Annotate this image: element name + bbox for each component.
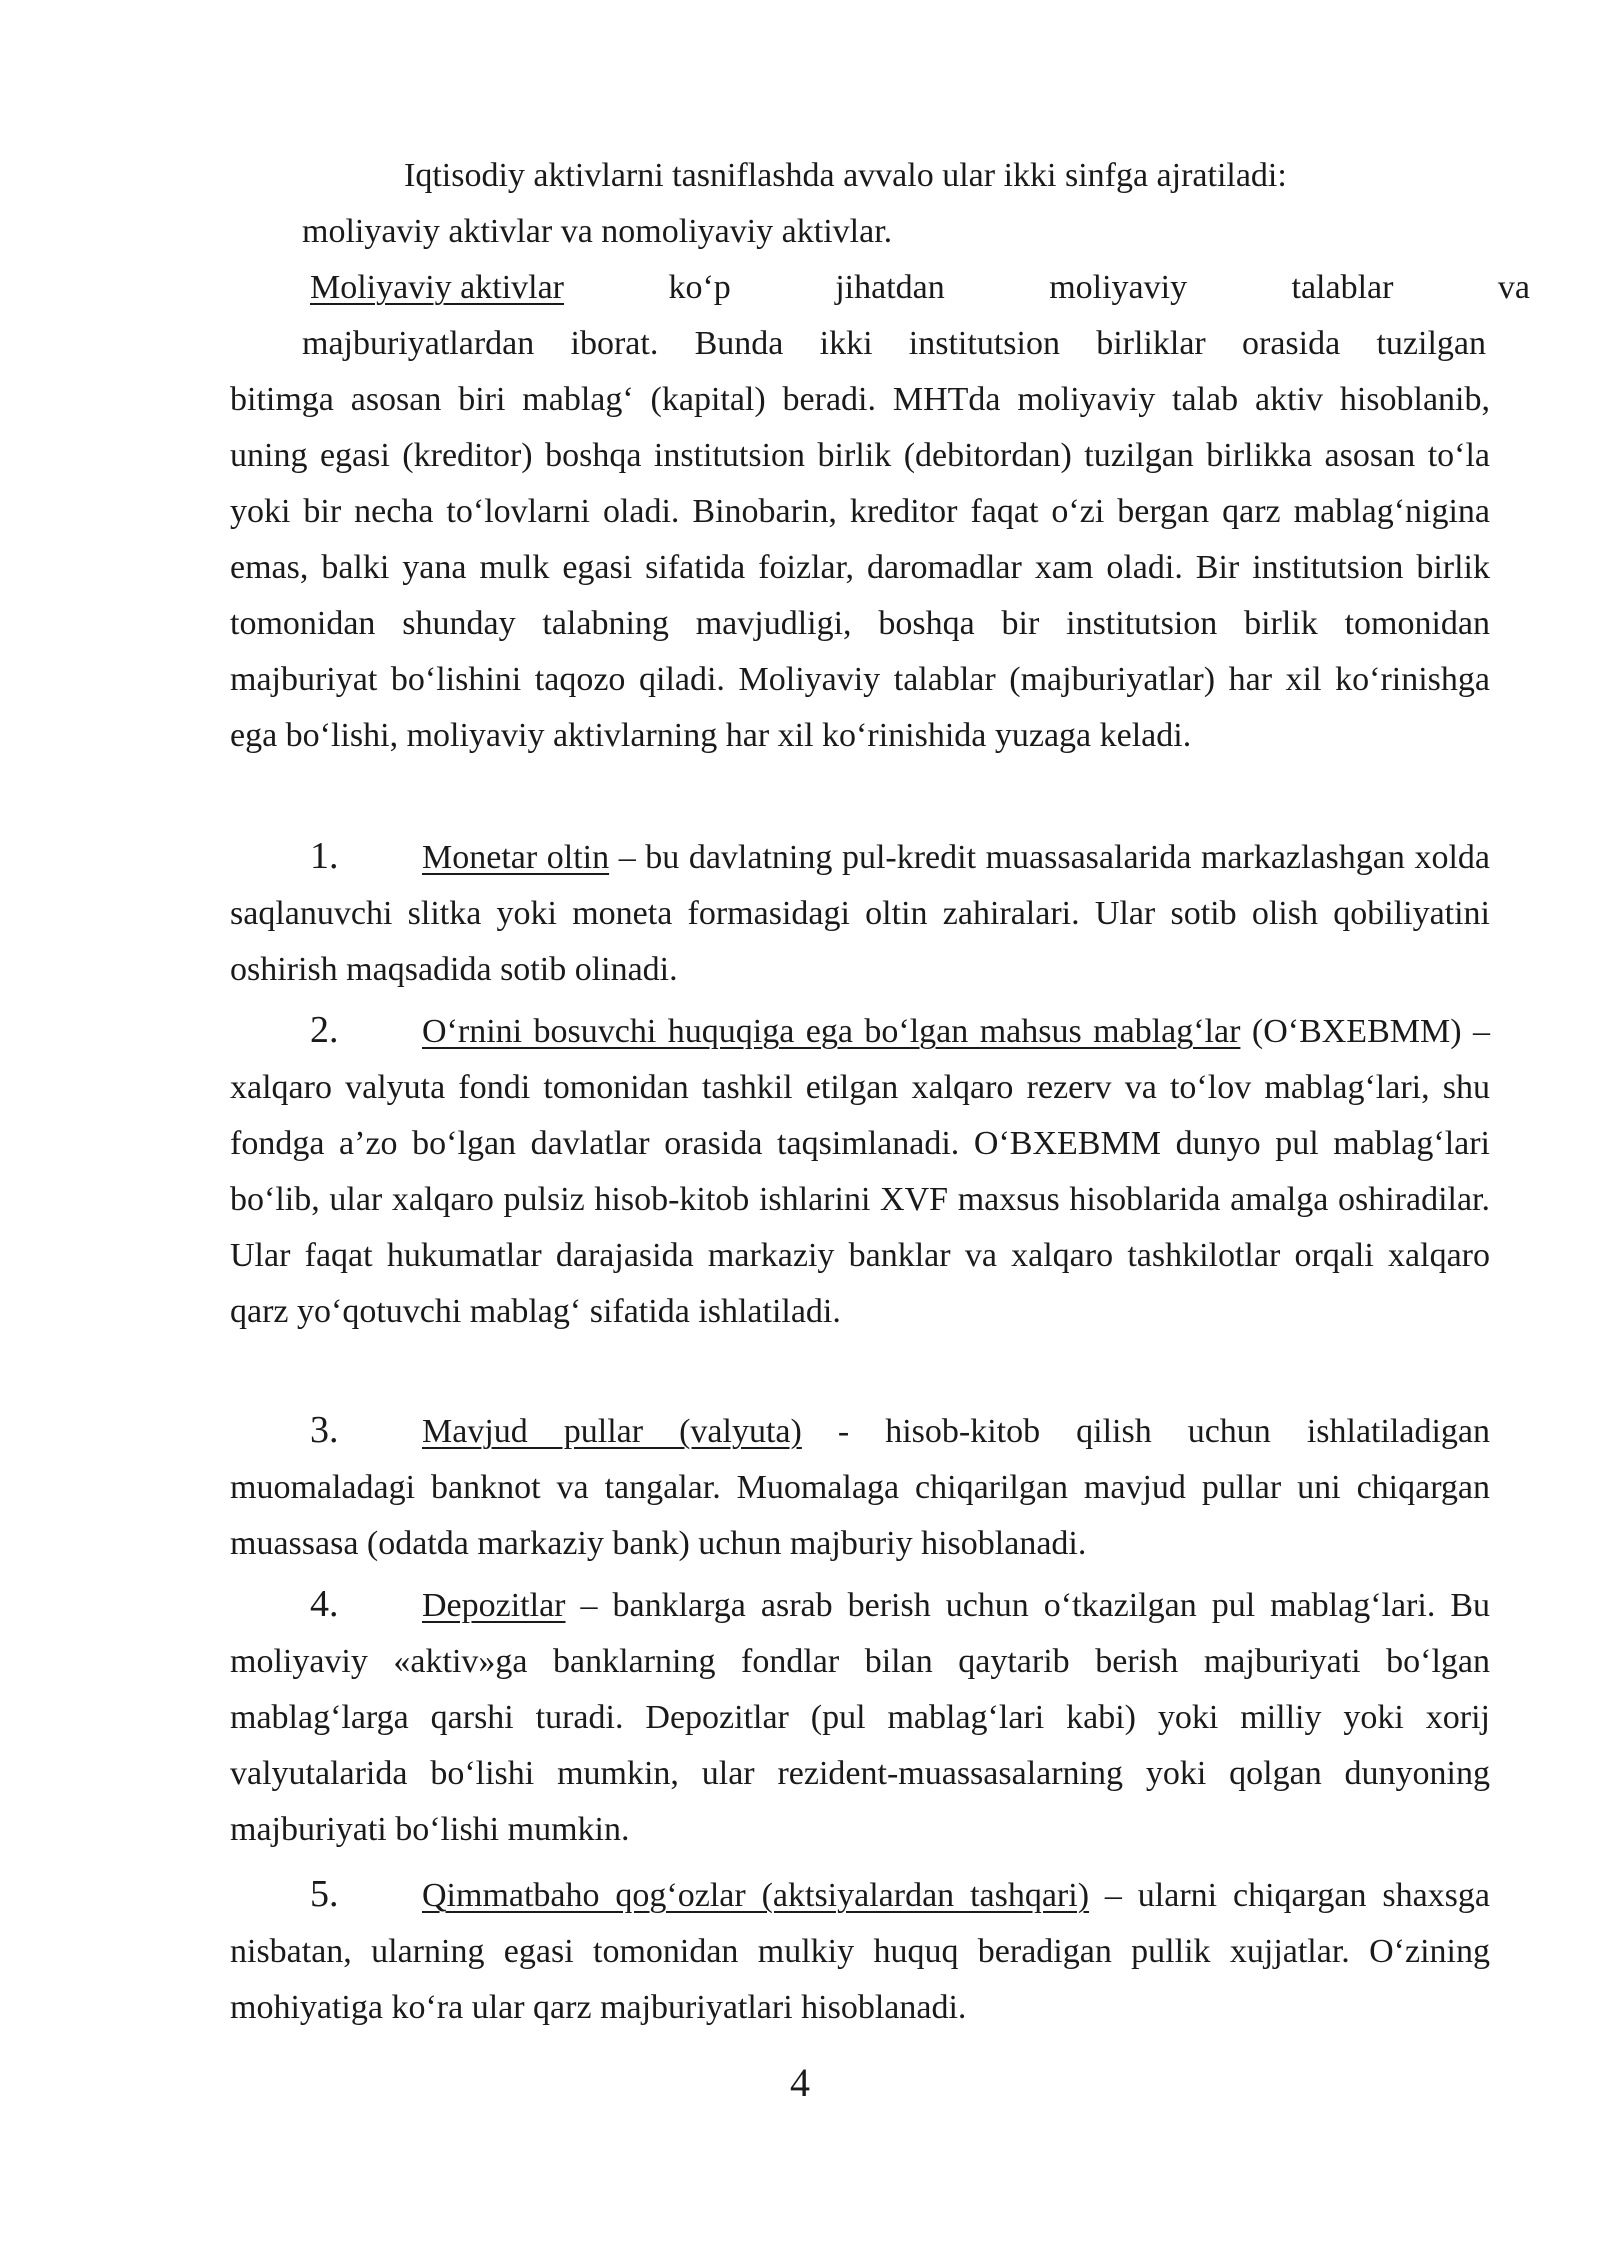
item-text: – bu davlatning pul-kredit muassasalarida markazlashgan xolda saqlanuvchi slitka yoki moneta formasidagi oltin zahiralari. Ular sotib olish qobiliyatini oshirish maqsadida sotib olinadi. (230, 839, 1490, 988)
list-item (230, 1866, 1490, 2036)
list-item (230, 1576, 1490, 1858)
item-term: O‘rnini bosuvchi huquqiga ega bo‘lgan mahsus mablag‘lar (422, 1013, 1241, 1050)
item-number: 2. (310, 1009, 339, 1051)
item-term: Qimmatbaho qog‘ozlar (aktsiyalardan tashqari) (422, 1877, 1090, 1914)
intro-line-1: Iqtisodiy aktivlarni tasniflashda avvalo ular ikki sinfga ajratiladi: (404, 157, 1287, 194)
item-number: 3. (310, 1409, 339, 1451)
financial-body: bitimga asosan biri mablag‘ (kapital) beradi. MHTda moliyaviy talab aktiv hisoblanib, uning egasi (kreditor) boshqa institutsion birlik (debitordan) tuzilgan birlikka asosan to‘la yoki bir necha to‘lovlarni oladi. Binobarin, kreditor faqat o‘zi bergan qarz mablag‘nigina emas, balki yana mulk egasi sifatida foizlar, daromadlar xam oladi. Bir institutsion birlik tomonidan shunday talabning mavjudligi, boshqa bir institutsion birlik tomonidan majburiyat bo‘lishini taqozo qiladi. Moliyaviy talablar (majburiyatlar) har xil ko‘rinishga ega bo‘lishi, moliyaviy aktivlarning har xil ko‘rinishida yuzaga keladi. (230, 381, 1490, 754)
item-text: – ularni chiqargan shaxsga nisbatan, ularning egasi tomonidan mulkiy huquq beradigan pullik xujjatlar. O‘zining mohiyatiga ko‘ra ular qarz majburiyatlari hisoblanadi. (230, 1877, 1490, 2026)
item-number: 5. (310, 1873, 339, 1915)
list-item (230, 1402, 1490, 1572)
financial-line-2: majburiyatlardan iborat. Bunda ikki institutsion birliklar orasida tuzilgan (302, 325, 1486, 362)
financial-term: Moliyaviy aktivlar (310, 269, 565, 306)
financial-word: moliyaviy (1049, 269, 1188, 306)
financial-word: jihatdan (835, 269, 945, 306)
list-item (230, 1002, 1490, 1340)
item-text: (O‘BXEBMM) – xalqaro valyuta fondi tomonidan tashkil etilgan xalqaro rezerv va to‘lov mablag‘lari, shu fondga a’zo bo‘lgan davlatlar orasida taqsimlanadi. O‘BXEBMM dunyo pul mablag‘lari bo‘lib, ular xalqaro pulsiz hisob-kitob ishlarini XVF maxsus hisoblarida amalga oshiradilar. Ular faqat hukumatlar darajasida markaziy banklar va xalqaro tashkilotlar orqali xalqaro qarz yo‘qotuvchi mablag‘ sifatida ishlatiladi. (230, 1013, 1490, 1330)
item-term: Mavjud pullar (valyuta) (422, 1413, 802, 1450)
item-number: 1. (310, 835, 339, 877)
page-number: 4 (790, 2060, 810, 2105)
item-term: Depozitlar (422, 1587, 566, 1624)
financial-word: ko‘p (668, 269, 731, 306)
item-term: Monetar oltin (422, 839, 610, 876)
financial-first-line (310, 260, 1530, 316)
list-item (230, 828, 1490, 998)
financial-word: va (1497, 269, 1530, 306)
item-text: - hisob-kitob qilish uchun ishlatiladigan muomaladagi banknot va tangalar. Muomalaga chiqarilgan mavjud pullar uni chiqargan muassasa (odatda markaziy bank) uchun majburiy hisoblanadi. (230, 1413, 1491, 1562)
item-text: – banklarga asrab berish uchun o‘tkazilgan pul mablag‘lari. Bu moliyaviy «aktiv»ga banklarning fondlar bilan qaytarib berish majburiyati bo‘lgan mablag‘larga qarshi turadi. Depozitlar (pul mablag‘lari kabi) yoki milliy yoki xorij valyutalarida bo‘lishi mumkin, ular rezident-muassasalarning yoki qolgan dunyoning majburiyati bo‘lishi mumkin. (230, 1587, 1490, 1848)
intro-line-2: moliyaviy aktivlar va nomoliyaviy aktivlar. (302, 213, 893, 250)
financial-word: talablar (1291, 269, 1394, 306)
item-number: 4. (310, 1583, 339, 1625)
